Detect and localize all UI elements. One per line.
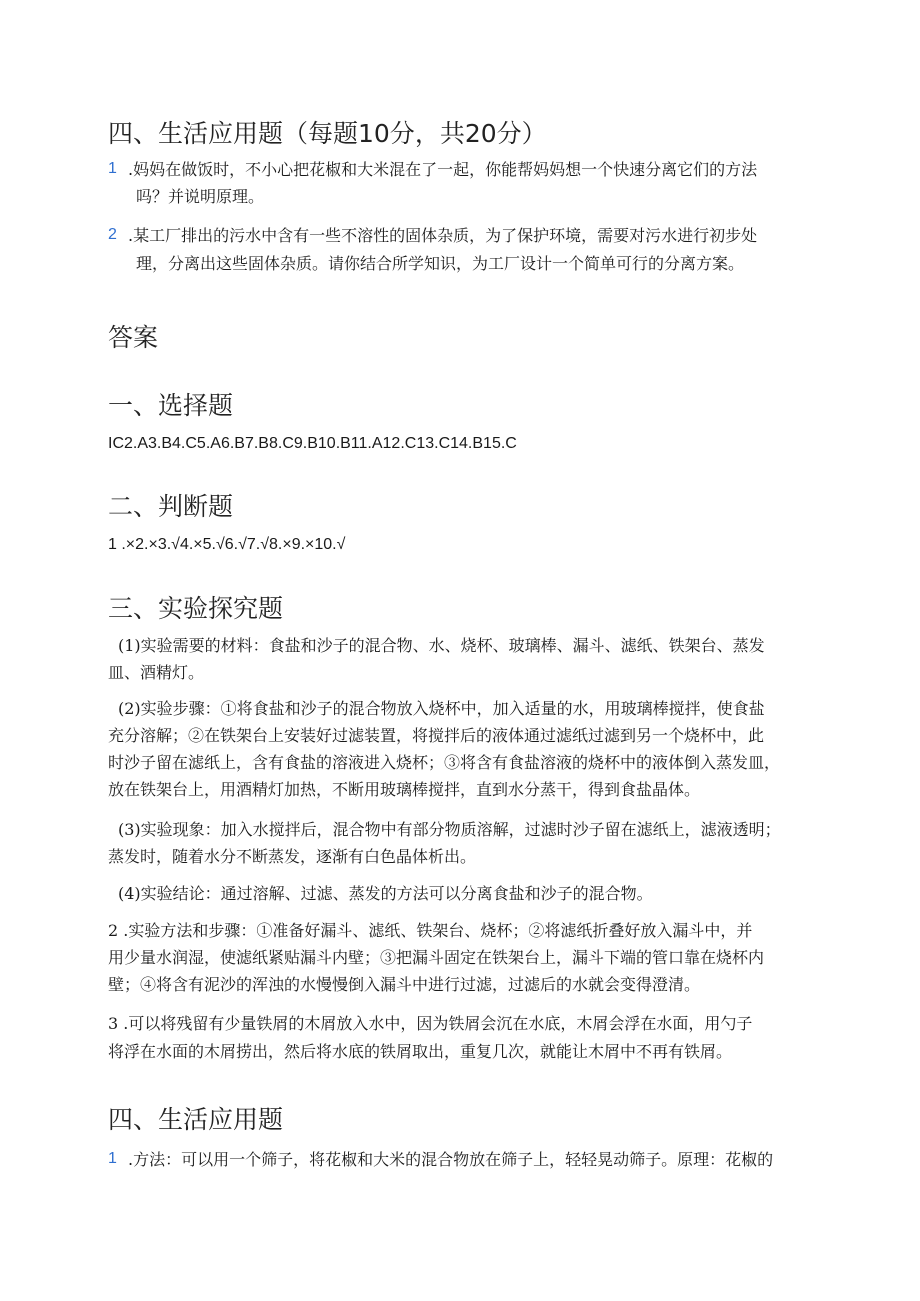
exp-answer-3-line-1: 3 .可以将残留有少量铁屑的木屑放入水中，因为铁屑会沉在水底，木屑会浮在水面，用勺子 xyxy=(108,1014,753,1033)
exp-p2-line-4: 放在铁架台上，用酒精灯加热，不断用玻璃棒搅拌，直到水分蒸干，得到食盐晶体。 xyxy=(108,780,701,799)
exp-answer-2-line-3: 壁；④将含有泥沙的浑浊的水慢慢倒入漏斗中进行过滤，过滤后的水就会变得澄清。 xyxy=(108,975,701,994)
judge-answers: 1 .×2.×3.√4.×5.√6.√7.√8.×9.×10.√ xyxy=(108,536,346,553)
judge-heading: 二、判断题 xyxy=(108,492,234,521)
exp-p1-line-1: (1)实验需要的材料：食盐和沙子的混合物、水、烧杯、玻璃棒、漏斗、滤纸、铁架台、蒸发 xyxy=(118,636,765,655)
life-answer-number: 1 xyxy=(108,1150,117,1167)
answers-heading: 答案 xyxy=(108,323,159,352)
exp-p2-line-2: 充分溶解；②在铁架台上安装好过滤装置，将搅拌后的液体通过滤纸过滤到另一个烧杯中，此 xyxy=(108,726,765,745)
exp-answer-2-line-2: 用少量水润湿，使滤纸紧贴漏斗内壁；③把漏斗固定在铁架台上，漏斗下端的管口靠在烧杯内 xyxy=(108,948,765,967)
exp-p3-line-2: 蒸发时，随着水分不断蒸发，逐渐有白色晶体析出。 xyxy=(108,847,477,866)
section4-heading: 四、生活应用题（每题10分，共20分） xyxy=(108,119,547,148)
exp-p2-line-3: 时沙子留在滤纸上，含有食盐的溶液进入烧杯；③将含有食盐溶液的烧杯中的液体倒入蒸发皿， xyxy=(108,753,781,772)
question-1-line-2: 吗？并说明原理。 xyxy=(136,187,265,206)
exp-p2-line-1: (2)实验步骤：①将食盐和沙子的混合物放入烧杯中，加入适量的水，用玻璃棒搅拌，使食盐 xyxy=(118,699,765,718)
exp-answer-2-line-1: 2 .实验方法和步骤：①准备好漏斗、滤纸、铁架台、烧杯；②将滤纸折叠好放入漏斗中，并 xyxy=(108,921,753,940)
choice-heading: 一、选择题 xyxy=(108,391,234,420)
question-2-line-2: 理，分离出这些固体杂质。请你结合所学知识，为工厂设计一个简单可行的分离方案。 xyxy=(136,254,745,273)
question-1-line-1: .妈妈在做饭时，不小心把花椒和大米混在了一起，你能帮妈妈想一个快速分离它们的方法 xyxy=(128,160,758,179)
choice-answers: IC2.A3.B4.C5.A6.B7.B8.C9.B10.B11.A12.C13.C14.B15.C xyxy=(108,435,517,452)
life-heading: 四、生活应用题 xyxy=(108,1105,284,1134)
question-number: 1 xyxy=(108,160,117,177)
question-2-line-1: .某工厂排出的污水中含有一些不溶性的固体杂质，为了保护环境，需要对污水进行初步处 xyxy=(128,226,758,245)
question-number: 2 xyxy=(108,226,117,243)
life-answer-line-1: .方法：可以用一个筛子，将花椒和大米的混合物放在筛子上，轻轻晃动筛子。原理：花椒的 xyxy=(128,1150,774,1169)
exp-p4-line-1: (4)实验结论：通过溶解、过滤、蒸发的方法可以分离食盐和沙子的混合物。 xyxy=(118,884,653,903)
exp-p3-line-1: (3)实验现象：加入水搅拌后，混合物中有部分物质溶解，过滤时沙子留在滤纸上，滤液透明； xyxy=(118,820,781,839)
exp-answer-3-line-2: 将浮在水面的木屑捞出，然后将水底的铁屑取出，重复几次，就能让木屑中不再有铁屑。 xyxy=(108,1042,733,1061)
exp-p1-line-2: 皿、酒精灯。 xyxy=(108,663,205,682)
experiment-heading: 三、实验探究题 xyxy=(108,594,284,623)
